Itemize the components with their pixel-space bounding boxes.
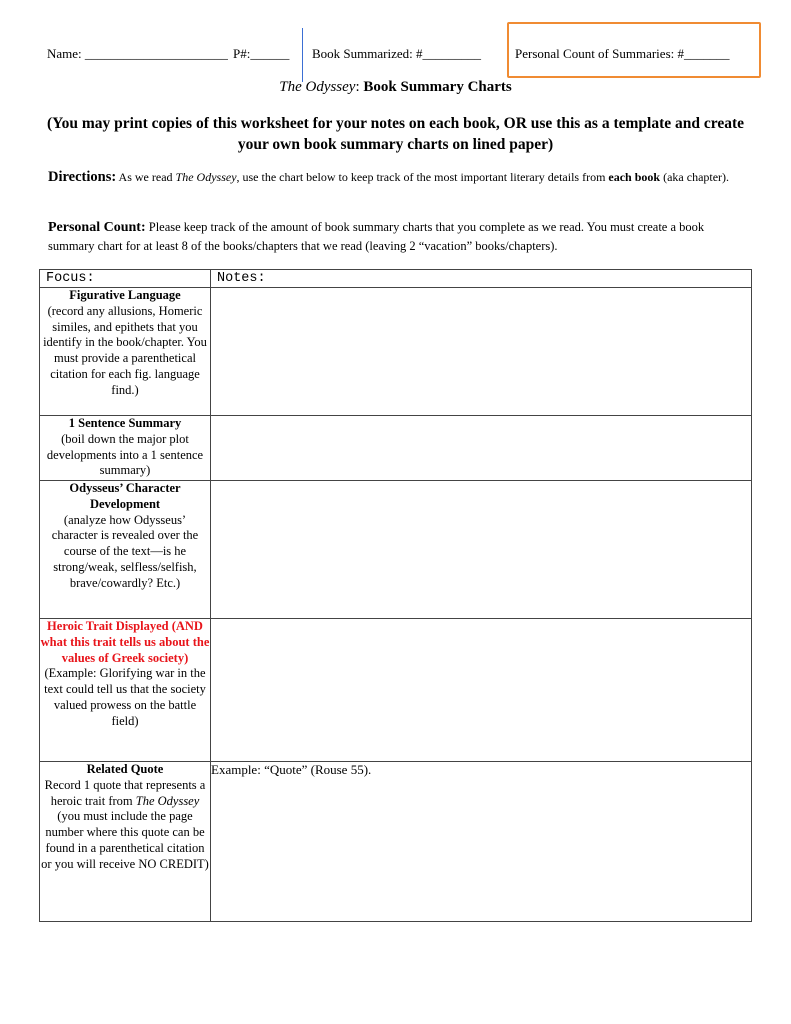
- focus-heading: Heroic Trait Displayed (AND what this trait tells us about the values of Greek society): [40, 619, 210, 665]
- focus-column-header: Focus:: [40, 270, 211, 288]
- notes-cell[interactable]: [211, 619, 752, 762]
- directions-text-c: (aka chapter).: [660, 170, 730, 184]
- focus-heading: Related Quote: [86, 762, 164, 776]
- directions-label: Directions:: [48, 169, 117, 185]
- focus-cell: [40, 619, 211, 762]
- period-field[interactable]: P#:______: [233, 46, 290, 61]
- focus-heading: Odysseus’ Character Development: [69, 481, 181, 511]
- table-row-character-development: [40, 481, 752, 619]
- book-summary-table: [39, 269, 752, 922]
- focus-description: (analyze how Odysseus’ character is revealed over the course of the text—is he strong/weak, selfless/selfish, brave/cowardly? Etc.): [51, 512, 199, 590]
- personal-count-label: Personal Count:: [48, 220, 146, 235]
- table-row-related-quote: [40, 762, 752, 922]
- focus-description: (record any allusions, Homeric similes, and epithets that you identify in the book/chapter. You must provide a parenthetical citation for each fig. language find.): [43, 303, 207, 397]
- notes-column-header: Notes:: [211, 270, 752, 288]
- table-row-figurative-language: [40, 288, 752, 416]
- table-row-sentence-summary: [40, 416, 752, 481]
- focus-description-book-name: The Odyssey: [135, 793, 200, 808]
- personal-count-field[interactable]: Personal Count of Summaries: #_______: [515, 46, 730, 61]
- directions-emphasis: each book: [608, 170, 661, 184]
- directions-text-b: , use the chart below to keep track of the most important literary details from: [236, 170, 609, 184]
- focus-heading: 1 Sentence Summary: [68, 416, 182, 430]
- focus-cell: [40, 288, 211, 416]
- notes-cell[interactable]: [211, 416, 752, 481]
- directions-text-a: As we read: [116, 170, 176, 184]
- title-book-name: The Odyssey: [279, 79, 356, 95]
- page-title: [0, 79, 791, 96]
- personal-count-text: Please keep track of the amount of book summary charts that you complete as we read. You must create a book summary chart for at least 8 of the books/chapters that we read (leaving 2 “vacation” books/chapters).: [48, 220, 705, 253]
- focus-heading: Figurative Language: [69, 288, 181, 302]
- directions-paragraph: [48, 168, 748, 186]
- focus-description-b: (you must include the page number where this quote can be found in a parenthetical citation or you will receive NO CREDIT): [41, 809, 209, 871]
- focus-description-a: Record 1 quote that represents a heroic trait from: [44, 777, 206, 808]
- table-header-row: [40, 270, 752, 288]
- focus-cell: [40, 762, 211, 922]
- name-field[interactable]: Name: ______________________: [47, 46, 228, 61]
- notes-cell[interactable]: [211, 481, 752, 619]
- focus-cell: [40, 481, 211, 619]
- notes-cell[interactable]: [211, 288, 752, 416]
- header-divider: [302, 28, 303, 82]
- table-row-heroic-trait: [40, 619, 752, 762]
- focus-description: (boil down the major plot developments into a 1 sentence summary): [46, 431, 204, 478]
- title-main: Book Summary Charts: [363, 79, 512, 95]
- book-summarized-field[interactable]: Book Summarized: #_________: [312, 46, 481, 61]
- focus-description: (Example: Glorifying war in the text could tell us that the society valued prowess on the battle field): [44, 666, 206, 728]
- title-separator: :: [355, 79, 364, 95]
- page-subtitle: (You may print copies of this worksheet for your notes on each book, OR use this as a template and create your own book summary charts on lined paper): [46, 115, 745, 153]
- directions-book-name: The Odyssey: [175, 170, 237, 184]
- focus-cell: [40, 416, 211, 481]
- notes-cell-example-quote[interactable]: Example: “Quote” (Rouse 55).: [211, 762, 752, 922]
- personal-count-paragraph: [48, 218, 748, 256]
